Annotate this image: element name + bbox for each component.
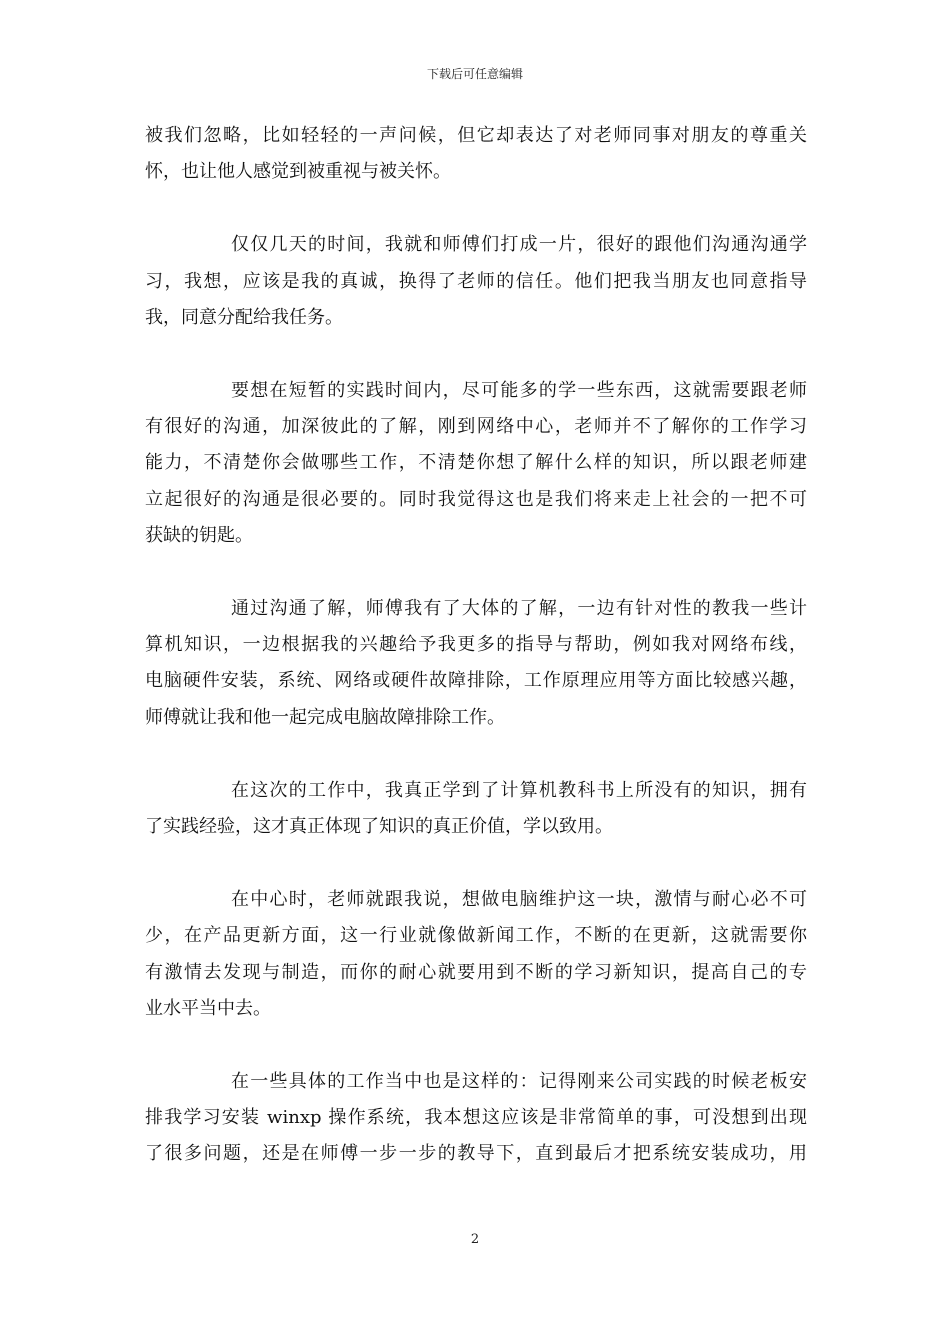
paragraph-line: 业水平当中去。 <box>145 997 271 1019</box>
paragraph-2 <box>145 227 807 336</box>
paragraph-line: 怀，也让他人感觉到被重视与被关怀。 <box>145 161 451 183</box>
paragraph-1 <box>145 118 807 190</box>
paragraph-line: 被我们忽略，比如轻轻的一声问候，但它却表达了对老师同事对朋友的尊重关 <box>145 125 807 146</box>
document-body <box>145 118 807 1210</box>
paragraph-line: 算机知识，一边根据我的兴趣给予我更多的指导与帮助，例如我对网络布线， <box>145 634 807 656</box>
paragraph-line: 有很好的沟通，加深彼此的了解，刚到网络中心，老师并不了解你的工作学习 <box>145 416 807 438</box>
page-number: 2 <box>470 1232 480 1247</box>
paragraph-line: 习，我想，应该是我的真诚，换得了老师的信任。他们把我当朋友也同意指导 <box>145 270 807 292</box>
paragraph-line: 有激情去发现与制造，而你的耐心就要用到不断的学习新知识，提高自己的专 <box>145 961 807 983</box>
paragraph-line: 获缺的钥匙。 <box>145 524 253 546</box>
paragraph-6 <box>145 882 807 1027</box>
paragraph-line: 在一些具体的工作当中也是这样的：记得刚来公司实践的时候老板安 <box>231 1071 807 1093</box>
paragraph-line: 仅仅几天的时间，我就和师傅们打成一片，很好的跟他们沟通沟通学 <box>231 234 807 256</box>
paragraph-line: 了很多问题，还是在师傅一步一步的教导下，直到最后才把系统安装成功，用 <box>145 1143 807 1165</box>
paragraph-line: 电脑硬件安装，系统、网络或硬件故障排除，工作原理应用等方面比较感兴趣， <box>145 670 807 692</box>
paragraph-5 <box>145 773 807 845</box>
paragraph-line: 我，同意分配给我任务。 <box>145 306 343 328</box>
paragraph-4 <box>145 591 807 736</box>
paragraph-line: 排我学习安装 winxp 操作系统，我本想这应该是非常简单的事，可没想到出现 <box>145 1107 807 1129</box>
paragraph-line: 能力，不清楚你会做哪些工作，不清楚你想了解什么样的知识，所以跟老师建 <box>145 452 807 474</box>
paragraph-line: 少，在产品更新方面，这一行业就像做新闻工作，不断的在更新，这就需要你 <box>145 925 807 947</box>
paragraph-line: 要想在短暂的实践时间内，尽可能多的学一些东西，这就需要跟老师 <box>231 380 807 402</box>
paragraph-line: 通过沟通了解，师傅我有了大体的了解，一边有针对性的教我一些计 <box>231 598 807 620</box>
paragraph-line: 师傅就让我和他一起完成电脑故障排除工作。 <box>145 706 505 728</box>
paragraph-line: 在这次的工作中，我真正学到了计算机教科书上所没有的知识，拥有 <box>231 779 807 801</box>
paragraph-line: 在中心时，老师就跟我说，想做电脑维护这一块，激情与耐心必不可 <box>231 889 807 911</box>
page-header: 下载后可任意编辑 <box>426 67 523 81</box>
paragraph-line: 立起很好的沟通是很必要的。同时我觉得这也是我们将来走上社会的一把不可 <box>145 488 807 510</box>
paragraph-3 <box>145 373 807 554</box>
paragraph-7 <box>145 1064 807 1173</box>
paragraph-line: 了实践经验，这才真正体现了知识的真正价值，学以致用。 <box>145 816 613 838</box>
